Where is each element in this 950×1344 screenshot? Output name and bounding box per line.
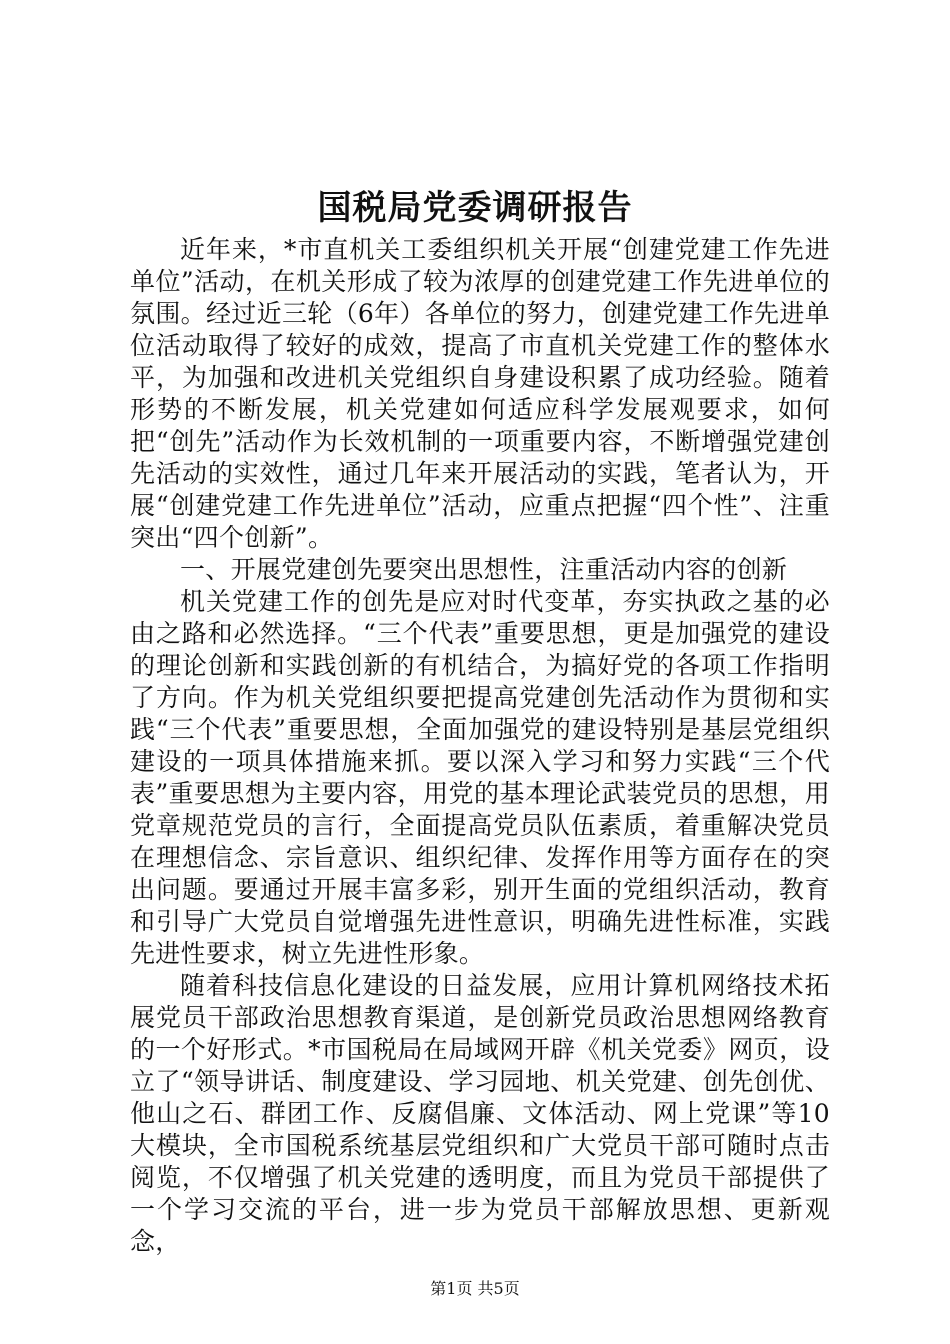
- section-heading-1: 一、开展党建创先要突出思想性，注重活动内容的创新: [180, 555, 788, 584]
- document-title: 国税局党委调研报告: [317, 188, 633, 228]
- paragraph-intro: 近年来，*市直机关工委组织机关开展“创建党建工作先进单位”活动，在机关形成了较为浓厚的创建党建工作先进单位的氛围。经过近三轮（6年）各单位的努力，创建党建工作先进单位活动取得了较好的成效，提高了市直机关党建工作的整体水平，为加强和改进机关党组织自身建设积累了成功经验。随着形势的不断发展，机关党建如何适应科学发展观要求，如何把“创先”活动作为长效机制的一项重要内容，不断增强党建创先活动的实效性，通过几年来开展活动的实践，笔者认为，开展“创建党建工作先进单位”活动，应重点把握“四个性”、注重突出“四个创新”。: [130, 235, 830, 552]
- page-number-footer: 第1页 共5页: [430, 1279, 520, 1298]
- paragraph-section1-a: 机关党建工作的创先是应对时代变革，夯实执政之基的必由之路和必然选择。“三个代表”重要思想，更是加强党的建设的理论创新和实践创新的有机结合，为搞好党的各项工作指明了方向。作为机关党组织要把提高党建创先活动作为贯彻和实践“三个代表”重要思想，全面加强党的建设特别是基层党组织建设的一项具体措施来抓。要以深入学习和努力实践“三个代表”重要思想为主要内容，用党的基本理论武装党员的思想，用党章规范党员的言行，全面提高党员队伍素质，着重解决党员在理想信念、宗旨意识、组织纪律、发挥作用等方面存在的突出问题。要通过开展丰富多彩，别开生面的党组织活动，教育和引导广大党员自觉增强先进性意识，明确先进性标准，实践先进性要求，树立先进性形象。: [130, 587, 830, 968]
- paragraph-section1-b: 随着科技信息化建设的日益发展，应用计算机网络技术拓展党员干部政治思想教育渠道，是创新党员政治思想网络教育的一个好形式。*市国税局在局域网开辟《机关党委》网页，设立了“领导讲话、制度建设、学习园地、机关党建、创先创优、他山之石、群团工作、反腐倡廉、文体活动、网上党课”等10大模块，全市国税系统基层党组织和广大党员干部可随时点击阅览，不仅增强了机关党建的透明度，而且为党员干部提供了一个学习交流的平台，进一步为党员干部解放思想、更新观念，: [130, 971, 830, 1256]
- document-body: [130, 234, 830, 1258]
